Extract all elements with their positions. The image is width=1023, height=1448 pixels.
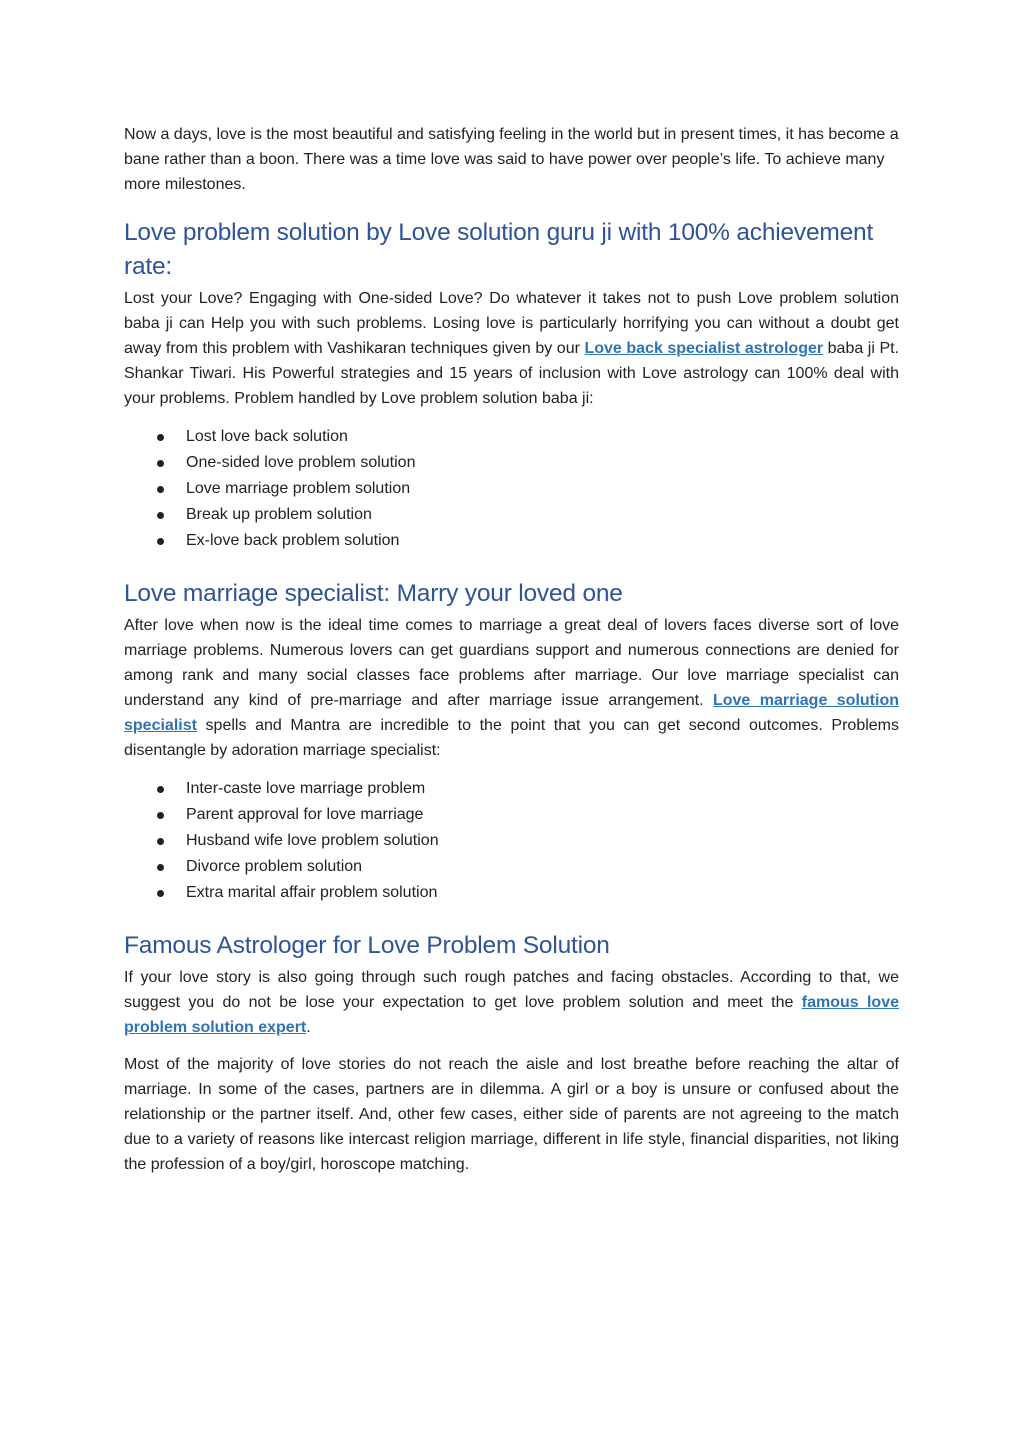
list-item bbox=[124, 776, 899, 802]
list-item bbox=[124, 424, 899, 450]
section1-text-before-link: Lost your Love? Engaging with One-sided Love? Do whatever it takes not to push Love problem solution baba ji can Help you with such problems. Losing love is particularly horrifying you can without a doubt get away from this problem with Vashikaran techniques given by our bbox=[124, 290, 899, 357]
list-item-text: Ex-love back problem solution bbox=[186, 532, 400, 549]
bullet-icon bbox=[157, 512, 164, 519]
section2-paragraph bbox=[124, 613, 899, 763]
list-item bbox=[124, 450, 899, 476]
bullet-icon bbox=[157, 864, 164, 871]
list-item bbox=[124, 528, 899, 554]
list-item bbox=[124, 802, 899, 828]
section2-text-after-link: spells and Mantra are incredible to the point that you can get second outcomes. Problems disentangle by adoration marriage specialist: bbox=[124, 717, 899, 759]
list-item-text: Extra marital affair problem solution bbox=[186, 884, 438, 901]
section3-text-before-link: If your love story is also going through such rough patches and facing obstacles. According to that, we suggest you do not be lose your expectation to get love problem solution and meet the bbox=[124, 969, 899, 1011]
intro-paragraph: Now a days, love is the most beautiful and satisfying feeling in the world but in present times, it has become a bane rather than a boon. There was a time love was said to have power over people’s life. To achieve many more milestones. bbox=[124, 126, 899, 193]
bullet-icon bbox=[157, 538, 164, 545]
list-item-text: Lost love back solution bbox=[186, 428, 348, 445]
love-marriage-solution-specialist-link[interactable]: Love marriage solution specialist bbox=[124, 692, 899, 734]
bullet-icon bbox=[157, 486, 164, 493]
bullet-icon bbox=[157, 434, 164, 441]
section1-heading: Love problem solution by Love solution guru ji with 100% achievement rate: bbox=[124, 219, 874, 280]
bullet-icon bbox=[157, 890, 164, 897]
bullet-icon bbox=[157, 460, 164, 467]
section3-text-after-link: . bbox=[306, 1019, 311, 1036]
list-item-text: Break up problem solution bbox=[186, 506, 372, 523]
list-item-text: One-sided love problem solution bbox=[186, 454, 416, 471]
section3-heading: Famous Astrologer for Love Problem Solution bbox=[124, 932, 610, 959]
list-item-text: Parent approval for love marriage bbox=[186, 806, 424, 823]
section2-text-before-link: After love when now is the ideal time comes to marriage a great deal of lovers faces diverse sort of love marriage problems. Numerous lovers can get guardians support and numerous connections are denied for among rank and many social classes face problems after marriage. Our love marriage specialist can understand any kind of pre-marriage and after marriage issue arrangement. bbox=[124, 617, 899, 709]
list-item-text: Love marriage problem solution bbox=[186, 480, 411, 497]
famous-love-problem-solution-expert-link[interactable]: famous love problem solution expert bbox=[124, 994, 899, 1036]
bullet-icon bbox=[157, 786, 164, 793]
bullet-icon bbox=[157, 812, 164, 819]
section2-heading: Love marriage specialist: Marry your loved one bbox=[124, 580, 623, 607]
bullet-icon bbox=[157, 838, 164, 845]
list-item bbox=[124, 476, 899, 502]
list-item bbox=[124, 880, 899, 906]
list-item bbox=[124, 854, 899, 880]
list-item-text: Divorce problem solution bbox=[186, 858, 363, 875]
list-item bbox=[124, 828, 899, 854]
section3-second-paragraph: Most of the majority of love stories do not reach the aisle and lost breathe before reaching the altar of marriage. In some of the cases, partners are in dilemma. A girl or a boy is unsure or confused about the relationship or the partner itself. And, other few cases, either side of parents are not agreeing to the match due to a variety of reasons like intercast religion marriage, different in life style, financial disparities, not liking the profession of a boy/girl, horoscope matching. bbox=[124, 1056, 899, 1173]
list-item-text: Husband wife love problem solution bbox=[186, 832, 439, 849]
list-item-text: Inter-caste love marriage problem bbox=[186, 780, 426, 797]
section1-paragraph bbox=[124, 286, 899, 411]
section3-paragraph bbox=[124, 965, 899, 1040]
list-item bbox=[124, 502, 899, 528]
section1-text-after-link: baba ji Pt. Shankar Tiwari. His Powerful strategies and 15 years of inclusion with Love astrology can 100% deal with your problems. Problem handled by Love problem solution baba ji: bbox=[124, 340, 900, 407]
section1-bullet-list bbox=[124, 424, 899, 554]
section2-bullet-list bbox=[124, 776, 899, 906]
love-back-specialist-link[interactable]: Love back specialist astrologer bbox=[584, 340, 824, 357]
